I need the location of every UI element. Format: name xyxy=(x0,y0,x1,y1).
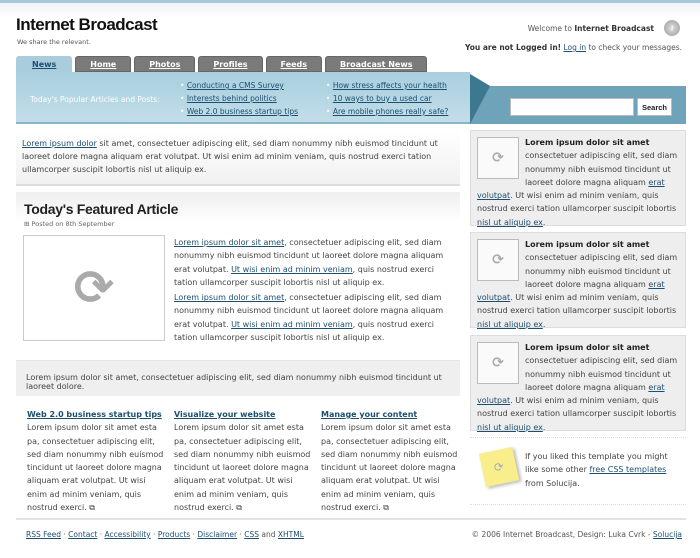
summary-band: Lorem ipsum dolor sit amet, consectetuer adipiscing elit, sed diam nonummy nibh euismod tincidunt ut laoreet dolore. xyxy=(16,360,460,396)
footer-copyright xyxy=(472,530,682,539)
featured-body: , consectetuer adipiscing elit, sed diam nonummy nibh euismod tincidunt ut laoreet dolore magna aliquam erat volutpat. xyxy=(174,238,444,274)
tab-news[interactable]: News xyxy=(16,56,72,73)
key-icon: ⚷ xyxy=(664,20,680,36)
sidebar-link[interactable]: nisl ut aliquip ex xyxy=(477,217,543,227)
footer-link-css[interactable]: CSS xyxy=(244,530,259,539)
posted-text: Posted on 8th September xyxy=(31,220,115,228)
popular-label: Today's Popular Articles and Posts: xyxy=(30,95,160,104)
image-placeholder-icon: ⟳ xyxy=(73,260,115,316)
article-column xyxy=(321,408,461,514)
sidebar-link[interactable]: nisl ut aliquip ex xyxy=(477,319,543,329)
article-column xyxy=(174,408,314,514)
sidebar-link[interactable]: nisl ut aliquip ex xyxy=(477,422,543,432)
intro-link[interactable]: Lorem ipsum dolor xyxy=(22,139,97,148)
column-title[interactable]: Visualize your website xyxy=(174,410,276,419)
tab-profiles[interactable]: Profiles xyxy=(198,56,262,72)
popular-list-2 xyxy=(326,79,448,118)
intro-text xyxy=(16,130,460,186)
welcome-site: Internet Broadcast xyxy=(574,24,654,33)
popular-link[interactable]: Conducting a CMS Survey xyxy=(186,81,284,90)
sidebar-text: . xyxy=(542,422,546,432)
column-title[interactable]: Web 2.0 business startup tips xyxy=(27,410,162,419)
footer-link-rss[interactable]: RSS Feed xyxy=(26,530,62,539)
search-input[interactable] xyxy=(510,98,634,116)
column-title[interactable]: Manage your content xyxy=(321,410,418,419)
login-status xyxy=(465,43,682,52)
sidebar-text: consectetuer adipiscing elit, sed diam nonummy nibh euismod tincidunt ut laoreet dolore magna aliquam xyxy=(525,356,678,392)
footer-link-products[interactable]: Products xyxy=(157,530,191,539)
popular-list-1 xyxy=(180,79,298,118)
article-column xyxy=(27,408,167,514)
popular-link[interactable]: Interests behind politics xyxy=(186,94,277,103)
popular-link[interactable]: How stress affects your health xyxy=(332,81,447,90)
featured-text xyxy=(174,236,446,346)
sidebar-text: . xyxy=(542,217,546,227)
sidebar-item xyxy=(470,130,686,226)
site-title[interactable]: Internet Broadcast xyxy=(16,15,158,34)
featured-body: , consectetuer adipiscing elit, sed diam nonummy nibh euismod tincidunt ut laoreet dolore magna aliquam erat volutpat. xyxy=(174,293,444,329)
promo-text xyxy=(525,450,680,490)
login-bold: You are not Logged in! xyxy=(465,43,562,52)
promo-body: If you liked this template you might like some other xyxy=(525,452,668,475)
tab-broadcast-news[interactable]: Broadcast News xyxy=(325,56,427,72)
featured-title: Today's Featured Article xyxy=(24,201,179,217)
sidebar-item xyxy=(470,232,686,328)
sidebar-link[interactable]: erat volutpat xyxy=(477,279,665,303)
sidebar-text: . xyxy=(542,319,546,329)
sidebar-text: . Ut wisi enim ad minim veniam, quis nostrud exerci tation ullamcorper suscipit lobortis xyxy=(477,293,677,316)
featured-link[interactable]: Lorem ipsum dolor sit amet xyxy=(174,238,285,247)
footer-link-accessibility[interactable]: Accessibility xyxy=(104,530,151,539)
posted-date xyxy=(24,220,114,228)
tab-feeds[interactable]: Feeds xyxy=(266,56,322,72)
featured-body: , quis nostrud exerci tation ullamcorper suscipit lobortis nisl ut aliquip ex. xyxy=(174,264,435,287)
tab-home[interactable]: Home xyxy=(75,56,131,72)
featured-body: , quis nostrud exerci tation ullamcorper suscipit lobortis nisl ut aliquip ex. xyxy=(174,319,435,343)
intro-body: sit amet, consectetuer adipiscing elit, sed diam nonummy nibh euismod tincidunt ut laoreet dolore magna aliquam erat volutpat. Ut wisi enim ad minim veniam, quis nostrud exerci tation ullamcorper suscipit lobortis nisl ut aliquip ex. xyxy=(22,139,438,174)
welcome-text xyxy=(528,24,654,33)
featured-link[interactable]: Lorem ipsum dolor sit amet xyxy=(174,293,285,303)
date-icon: ⊞ xyxy=(24,220,30,228)
popular-link[interactable]: Web 2.0 business startup tips xyxy=(186,107,298,116)
tab-photos[interactable]: Photos xyxy=(134,56,195,72)
popular-link[interactable]: Are mobile phones really safe? xyxy=(332,107,449,116)
site-slogan: We share the relevant. xyxy=(17,38,91,46)
footer-link-contact[interactable]: Contact xyxy=(68,530,98,539)
sticky-note-icon: ⟳ xyxy=(479,447,519,487)
sidebar-text: . Ut wisi enim ad minim veniam, quis nostrud exerci tation ullamcorper suscipit lobortis xyxy=(477,396,677,419)
sidebar-link[interactable]: erat volutpat xyxy=(477,177,665,201)
popular-link[interactable]: 10 ways to buy a used car xyxy=(332,94,432,103)
column-text: Lorem ipsum dolor sit amet esta pa, consectetuer adipiscing elit, sed diam nonummy nibh euismod tincidunt ut laoreet dolore magna aliquam erat volutpat. Ut wisi enim ad minim veniam, quis nostrud exerci. xyxy=(174,423,311,513)
featured-link[interactable]: Ut wisi enim ad minim veniam xyxy=(231,264,353,274)
copyright-text: © 2006 Internet Broadcast, Design: Luka Cvrk - xyxy=(471,530,651,539)
thumbnail-placeholder-icon: ⟳ xyxy=(477,239,519,281)
more-icon[interactable]: ⧉ xyxy=(89,503,95,513)
more-icon[interactable]: ⧉ xyxy=(383,503,389,513)
sidebar-text: consectetuer adipiscing elit, sed diam nonummy nibh euismod tincidunt ut laoreet dolore magna aliquam xyxy=(525,151,678,187)
column-text: Lorem ipsum dolor sit amet esta pa, consectetuer adipiscing elit, sed diam nonummy nibh euismod tincidunt ut laoreet dolore magna aliquam erat volutpat. Ut wisi enim ad minim veniam, quis nostrud exerci. xyxy=(321,423,458,513)
sidebar-item-title: Lorem ipsum dolor sit amet xyxy=(525,240,650,249)
promo-body: from Solucija. xyxy=(525,478,580,488)
column-text: Lorem ipsum dolor sit amet esta pa, consectetuer adipiscing elit, sed diam nonummy nibh euismod tincidunt ut laoreet dolore magna aliquam erat volutpat. Ut wisi enim ad minim veniam, quis nostrud exerci. xyxy=(27,423,164,513)
thumbnail-placeholder-icon: ⟳ xyxy=(477,342,519,384)
footer-divider xyxy=(16,518,686,520)
footer-links: RSS Feed · Contact · Accessibility · Products · Disclaimer · CSS and XHTML xyxy=(26,530,304,539)
footer-link-disclaimer[interactable]: Disclaimer xyxy=(197,530,238,539)
sidebar-text: consectetuer adipiscing elit, sed diam nonummy nibh euismod tincidunt ut laoreet dolore magna aliquam xyxy=(525,253,678,289)
more-icon[interactable]: ⧉ xyxy=(236,503,242,513)
login-link[interactable]: Log in xyxy=(563,43,587,52)
sidebar-item xyxy=(470,335,686,431)
footer-and: and xyxy=(261,530,276,539)
featured-link[interactable]: Ut wisi enim ad minim veniam xyxy=(231,319,353,329)
featured-image xyxy=(23,235,165,341)
footer-link-solucija[interactable]: Solucija xyxy=(652,530,682,539)
footer-link-xhtml[interactable]: XHTML xyxy=(277,530,304,539)
main-nav xyxy=(16,56,427,73)
thumbnail-placeholder-icon: ⟳ xyxy=(477,137,519,179)
sidebar-text: . Ut wisi enim ad minim veniam, quis nostrud exerci tation ullamcorper suscipit lobortis xyxy=(477,191,677,214)
sidebar-item-title: Lorem ipsum dolor sit amet xyxy=(525,138,650,147)
sidebar-item-title: Lorem ipsum dolor sit amet xyxy=(525,343,650,352)
welcome-prefix: Welcome to xyxy=(527,24,572,33)
sidebar-link[interactable]: erat volutpat xyxy=(477,382,665,406)
promo-link[interactable]: free CSS templates xyxy=(589,465,667,475)
login-suffix: to check your messages. xyxy=(588,43,682,52)
search-button[interactable]: Search xyxy=(637,98,672,116)
